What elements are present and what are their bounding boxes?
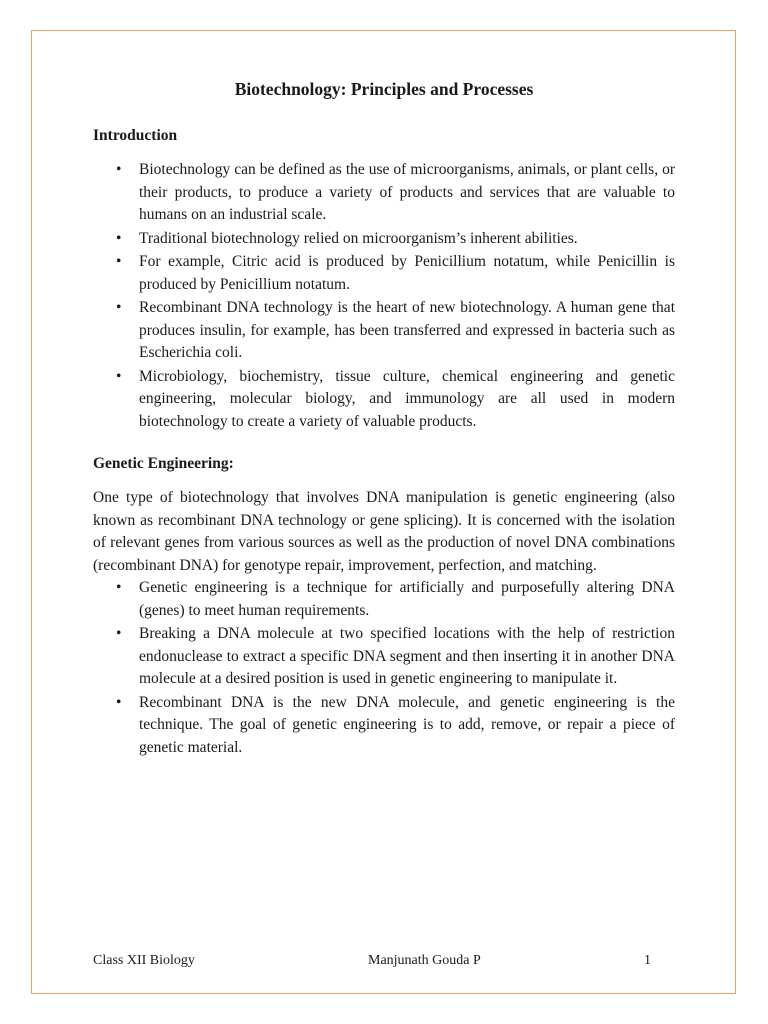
list-item xyxy=(93,366,675,434)
bullet-text: Genetic engineering is a technique for artificially and purposefully altering DNA (genes) to meet human requirements. xyxy=(139,579,675,619)
bullet-icon: • xyxy=(116,299,122,316)
bullet-icon: • xyxy=(116,229,122,247)
footer-author: Manjunath Gouda P xyxy=(368,953,481,968)
list-item xyxy=(93,159,675,227)
list-item xyxy=(93,623,675,691)
list-item xyxy=(93,692,675,760)
bullet-icon: • xyxy=(116,693,122,711)
bullet-icon: • xyxy=(116,367,122,385)
bullet-text: Recombinant DNA technology is the heart of new biotechnology. A human gene that produces insulin, for example, has been transferred and expressed in bacteria such as Escherichia coli. xyxy=(139,299,675,361)
footer-page-number: 1 xyxy=(644,953,651,968)
genetic-engineering-heading: Genetic Engineering: xyxy=(93,455,234,472)
bullet-text: Traditional biotechnology relied on microorganism’s inherent abilities. xyxy=(139,229,578,247)
document-title: Biotechnology: Principles and Processes xyxy=(234,79,534,99)
list-item xyxy=(93,577,675,622)
list-item xyxy=(93,297,675,365)
genetic-engineering-paragraph: One type of biotechnology that involves DNA manipulation is genetic engineering (also known as recombinant DNA technology or gene splicing). It is concerned with the isolation of relevant genes from various sources as well as the production of novel DNA combinations (recombinant DNA) for genotype repair, improvement, perfection, and matching. xyxy=(93,489,675,574)
introduction-bullet-list xyxy=(93,159,675,433)
footer-course-label: Class XII Biology xyxy=(93,953,195,968)
bullet-text: Microbiology, biochemistry, tissue culture, chemical engineering and genetic engineering, molecular biology, and immunology are all used in modern biotechnology to create a variety of valuable products. xyxy=(139,367,675,430)
bullet-text: Recombinant DNA is the new DNA molecule, and genetic engineering is the technique. The goal of genetic engineering is to add, remove, or repair a piece of genetic material. xyxy=(139,693,675,756)
bullet-text: Breaking a DNA molecule at two specified locations with the help of restriction endonuclease to extract a specific DNA segment and then inserting it in another DNA molecule at a desired position is used in genetic engineering to manipulate it. xyxy=(139,625,675,687)
bullet-icon: • xyxy=(116,625,122,642)
list-item xyxy=(93,228,675,251)
bullet-text: Biotechnology can be defined as the use of microorganisms, animals, or plant cells, or their products, to produce a variety of products and services that are valuable to humans on an industrial scale. xyxy=(139,161,675,223)
bullet-icon: • xyxy=(116,253,122,270)
bullet-icon: • xyxy=(116,161,122,178)
introduction-heading: Introduction xyxy=(93,127,178,144)
genetic-engineering-bullet-list xyxy=(93,577,675,759)
document-body xyxy=(93,78,675,760)
bullet-icon: • xyxy=(116,579,122,596)
bullet-text: For example, Citric acid is produced by Penicillium notatum, while Penicillin is produced by Penicillium notatum. xyxy=(139,253,675,293)
list-item xyxy=(93,251,675,296)
